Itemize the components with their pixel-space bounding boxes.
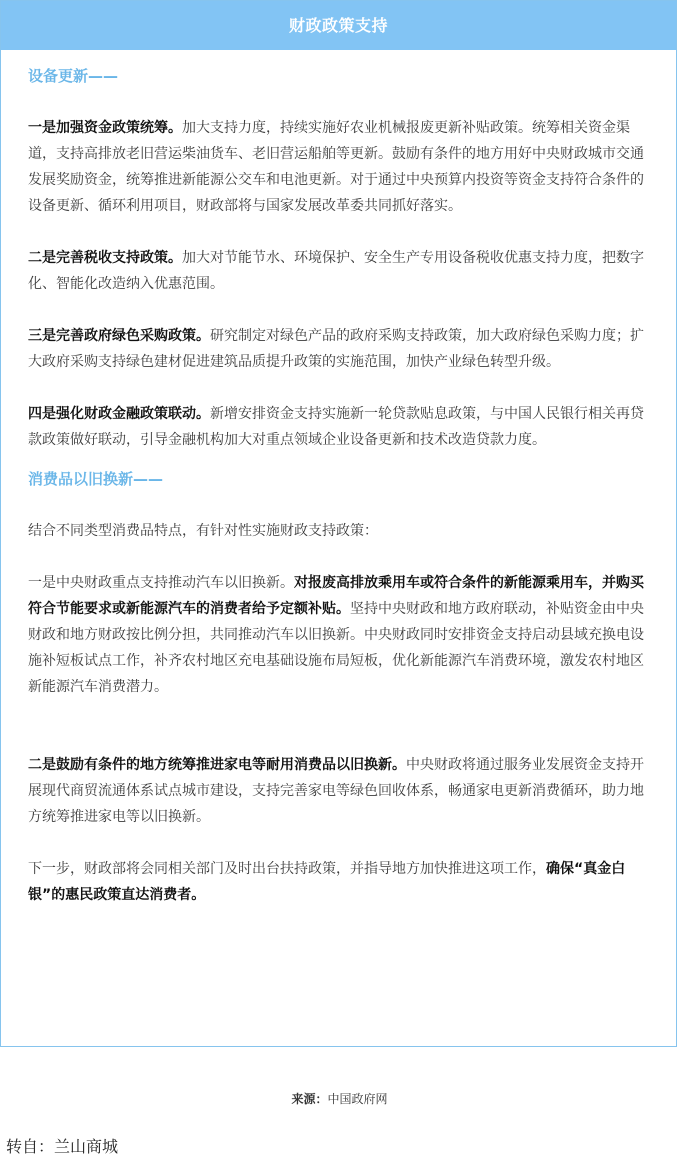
card-title: 财政政策支持 xyxy=(288,16,388,35)
paragraph-text: 加大支持力度，持续实施好农业机械报废更新补贴政策。统筹相关资金渠道，支持高排放老旧营运柴油货车、老旧营运船舶等更新。鼓励有条件的地方用好中央财政城市交通发展奖励资金，统筹推进新能源公交车和电池更新。对于通过中央预算内投资等资金支持符合条件的设备更新、循环利用项目，财政部将与国家发展改革委共同抓好落实。 xyxy=(28,120,644,214)
paragraph-lead: 一是加强资金政策统筹。 xyxy=(28,120,182,136)
paragraph-auto xyxy=(28,570,649,700)
card-header xyxy=(1,1,676,50)
paragraph-text: 研究制定对绿色产品的政府采购支持政策，加大政府绿色采购力度；扩大政府采购支持绿色建材促进建筑品质提升政策的实施范围，加快产业绿色转型升级。 xyxy=(28,328,644,370)
paragraph-text: 一是中央财政重点支持推动汽车以旧换新。 xyxy=(28,575,294,591)
paragraph-lead: 三是完善政府绿色采购政策。 xyxy=(28,328,210,344)
paragraph-lead: 四是强化财政金融政策联动。 xyxy=(28,406,210,422)
paragraph-emphasis: 确保“真金白银”的惠民政策直达消费者。 xyxy=(28,861,626,903)
paragraph-next-step xyxy=(28,856,649,908)
paragraph-funding xyxy=(28,115,649,219)
paragraph-procurement xyxy=(28,323,649,375)
source-label: 来源： xyxy=(291,1092,328,1106)
paragraph-emphasis: 对报废高排放乘用车或符合条件的新能源乘用车，并购买符合节能要求或新能源汽车的消费者给予定额补贴。 xyxy=(28,575,644,617)
repost-line: 转自：兰山商城 xyxy=(6,1137,119,1156)
card-content xyxy=(1,50,676,908)
paragraph-lead: 二是完善税收支持政策。 xyxy=(28,250,182,266)
paragraph-text: 坚持中央财政和地方政府联动，补贴资金由中央财政和地方财政按比例分担，共同推动汽车以旧换新。中央财政同时安排资金支持启动县域充换电设施补短板试点工作，补齐农村地区充电基础设施布局短板，优化新能源汽车消费环境，激发农村地区新能源汽车消费潜力。 xyxy=(28,601,644,695)
source-value: 中国政府网 xyxy=(327,1092,388,1106)
paragraph-finance xyxy=(28,401,649,453)
paragraph-text: 新增安排资金支持实施新一轮贷款贴息政策，与中国人民银行相关再贷款政策做好联动，引导金融机构加大对重点领域企业设备更新和技术改造贷款力度。 xyxy=(28,406,644,448)
paragraph-text: 中央财政将通过服务业发展资金支持开展现代商贸流通体系试点城市建设，支持完善家电等绿色回收体系，畅通家电更新消费循环，助力地方统筹推进家电等以旧换新。 xyxy=(28,757,644,825)
paragraph-intro: 结合不同类型消费品特点，有针对性实施财政支持政策： xyxy=(28,523,378,539)
source-line xyxy=(0,1087,679,1111)
paragraph-text: 加大对节能节水、环境保护、安全生产专用设备税收优惠支持力度，把数字化、智能化改造纳入优惠范围。 xyxy=(28,250,644,292)
paragraph-appliances xyxy=(28,752,649,830)
section-title-consumer: 消费品以旧换新—— xyxy=(28,470,164,488)
paragraph-tax xyxy=(28,245,649,297)
paragraph-lead: 二是鼓励有条件的地方统筹推进家电等耐用消费品以旧换新。 xyxy=(28,757,406,773)
paragraph-text: 下一步，财政部将会同相关部门及时出台扶持政策，并指导地方加快推进这项工作， xyxy=(28,861,546,877)
section-title-equipment: 设备更新—— xyxy=(28,67,119,85)
